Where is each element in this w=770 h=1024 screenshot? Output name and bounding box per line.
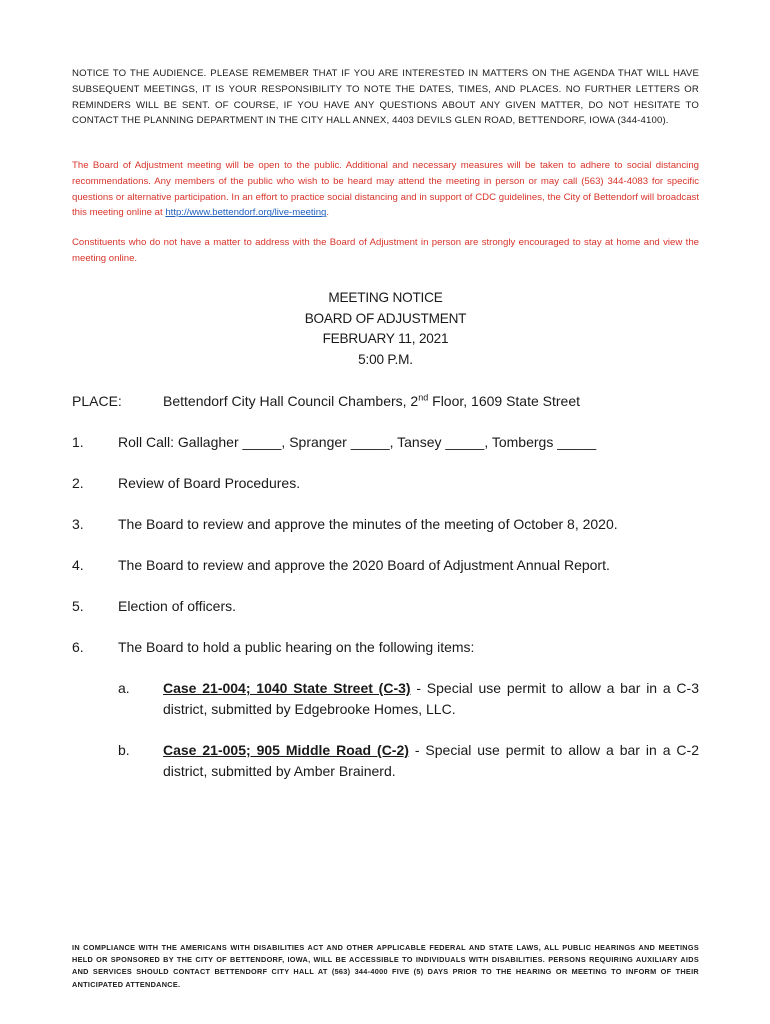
agenda-number: 3.: [72, 516, 84, 532]
heading-time: 5:00 P.M.: [358, 351, 413, 367]
hearing-text: Case 21-005; 905 Middle Road (C-2) - Special use permit to allow a bar in a C-2 district, submitted by Amber Brainerd.: [163, 742, 699, 779]
agenda-number: 6.: [72, 639, 84, 655]
hearing-text: Case 21-004; 1040 State Street (C-3) - Special use permit to allow a bar in a C-3 district, submitted by Edgebrooke Homes, LLC.: [163, 680, 699, 717]
place-label: PLACE:: [72, 393, 122, 409]
agenda-text: Election of officers.: [118, 598, 237, 614]
constituents-notice: Constituents who do not have a matter to address with the Board of Adjustment in person are strongly encouraged to stay at home and view the meeting online.: [72, 237, 699, 264]
ada-compliance-footer: IN COMPLIANCE WITH THE AMERICANS WITH DISABILITIES ACT AND OTHER APPLICABLE FEDERAL AND STATE LAWS, ALL PUBLIC HEARINGS AND MEETINGS HELD OR SPONSORED BY THE CITY OF BETTENDORF, IOWA, WILL BE ACCESSIBLE TO INDIVIDUALS WITH DISABILITIES. PERSONS REQUIRING AUXILIARY AIDS AND SERVICES SHOULD CONTACT BETTENDORF CITY HALL AT (563) 344-4000 FIVE (5) DAYS PRIOR TO THE HEARING OR MEETING TO INFORM OF THEIR ANTICIPATED ATTENDANCE.: [72, 943, 699, 989]
audience-notice: NOTICE TO THE AUDIENCE. PLEASE REMEMBER THAT IF YOU ARE INTERESTED IN MATTERS ON THE AGENDA THAT WILL HAVE SUBSEQUENT MEETINGS, IT IS YOUR RESPONSIBILITY TO NOTE THE DATES, TIMES, AND PLACES. NO FURTHER LETTERS OR REMINDERS WILL BE SENT. OF COURSE, IF YOU HAVE ANY QUESTIONS ABOUT ANY GIVEN MATTER, DO NOT HESITATE TO CONTACT THE PLANNING DEPARTMENT IN THE CITY HALL ANNEX, 4403 DEVILS GLEN ROAD, BETTENDORF, IOWA (344-4100).: [72, 68, 699, 127]
agenda-text: The Board to hold a public hearing on the following items:: [118, 639, 475, 655]
covid-notice: [72, 158, 699, 221]
meeting-heading: [72, 288, 699, 370]
agenda-number: 2.: [72, 475, 84, 491]
heading-board: BOARD OF ADJUSTMENT: [304, 310, 467, 326]
agenda-text: Review of Board Procedures.: [118, 475, 301, 491]
agenda-text: The Board to review and approve the 2020 Board of Adjustment Annual Report.: [118, 557, 610, 573]
agenda-text: The Board to review and approve the minutes of the meeting of October 8, 2020.: [118, 516, 618, 532]
covid-notice-end: .: [326, 207, 330, 219]
agenda-number: 1.: [72, 434, 84, 450]
place-text: Bettendorf City Hall Council Chambers, 2nd Floor, 1609 State Street: [163, 392, 581, 409]
heading-title: MEETING NOTICE: [328, 290, 443, 305]
case-title: Case 21-004; 1040 State Street (C-3): [163, 680, 411, 696]
agenda-number: 5.: [72, 598, 84, 614]
covid-notice-text: The Board of Adjustment meeting will be open to the public. Additional and necessary measures will be taken to adhere to social distancing recommendations. Any members of the public who wish to be heard may attend the meeting in person or may call (563) 344-4083 for specific questions or alternative participation. In an effort to practice social distancing and in support of CDC guidelines, the City of Bettendorf will broadcast this meeting online at: [72, 160, 699, 219]
hearing-letter: b.: [118, 742, 130, 758]
heading-date: FEBRUARY 11, 2021: [322, 331, 449, 346]
case-title: Case 21-005; 905 Middle Road (C-2): [163, 742, 409, 758]
agenda-number: 4.: [72, 557, 84, 573]
live-meeting-link[interactable]: http://www.bettendorf.org/live-meeting: [165, 207, 327, 219]
agenda-text: Roll Call: Gallagher _____, Spranger _____, Tansey _____, Tombergs _____: [118, 434, 597, 450]
hearing-letter: a.: [118, 680, 130, 696]
